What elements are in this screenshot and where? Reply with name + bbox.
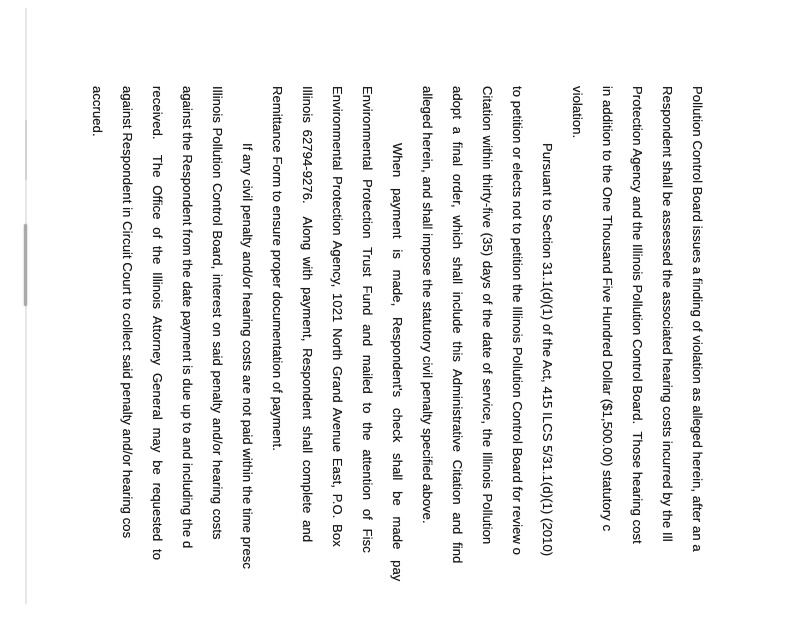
document-line: in addition to the One Thousand Five Hundred Dollar ($1,500.00) statutory c	[600, 86, 615, 532]
scan-artifact-smudge	[24, 224, 27, 306]
document-line: Respondent shall be assessed the associated hearing costs incurred by the Ill	[660, 86, 675, 542]
document-line: alleged herein, and shall impose the statutory civil penalty specified above.	[420, 86, 435, 524]
document-line: If any civil penalty and/or hearing costs are not paid within the time presc	[240, 143, 255, 569]
scan-artifact-smudge-light	[25, 120, 27, 180]
document-line: to petition or elects not to petition the Illinois Pollution Control Board for review o	[510, 86, 525, 556]
document-line: Environmental Protection Trust Fund and mailed to the attention of Fisc	[360, 86, 375, 553]
document-line: violation.	[570, 86, 585, 139]
document-line: Citation within thirty-five (35) days of the date of service, the Illinois Pollution	[480, 86, 495, 545]
document-line: Environmental Protection Agency, 1021 North Grand Avenue East, P.O. Box	[330, 86, 345, 547]
document-line: Illinois 62794-9276. Along with payment, Respondent shall complete and	[300, 86, 315, 543]
document-line: Pollution Control Board issues a finding of violation as alleged herein, after an a	[690, 86, 705, 552]
document-line: received. The Office of the Illinois Attorney General may be requested to	[150, 86, 165, 561]
document-line: against Respondent in Circuit Court to collect said penalty and/or hearing cos	[120, 86, 135, 539]
document-text-block	[82, 86, 712, 618]
document-line: Illinois Pollution Control Board, interest on said penalty and/or hearing costs	[210, 86, 225, 540]
document-line: Remittance Form to ensure proper documentation of payment.	[270, 86, 285, 451]
scan-artifact-edge-line	[25, 8, 27, 604]
document-line: Pursuant to Section 31.1(d)(1) of the Act, 415 ILCS 5/31.1(d)(1) (2010)	[540, 143, 555, 557]
document-line: accrued.	[90, 86, 105, 137]
document-line: When payment is made, Respondent's check shall be made pay	[390, 143, 405, 582]
document-line: Protection Agency and the Illinois Pollution Control Board. Those hearing cost	[630, 86, 645, 544]
document-line: against the Respondent from the date payment is due up to and including the d	[180, 86, 195, 549]
document-line: adopt a final order, which shall include this Administrative Citation and find	[450, 86, 465, 564]
